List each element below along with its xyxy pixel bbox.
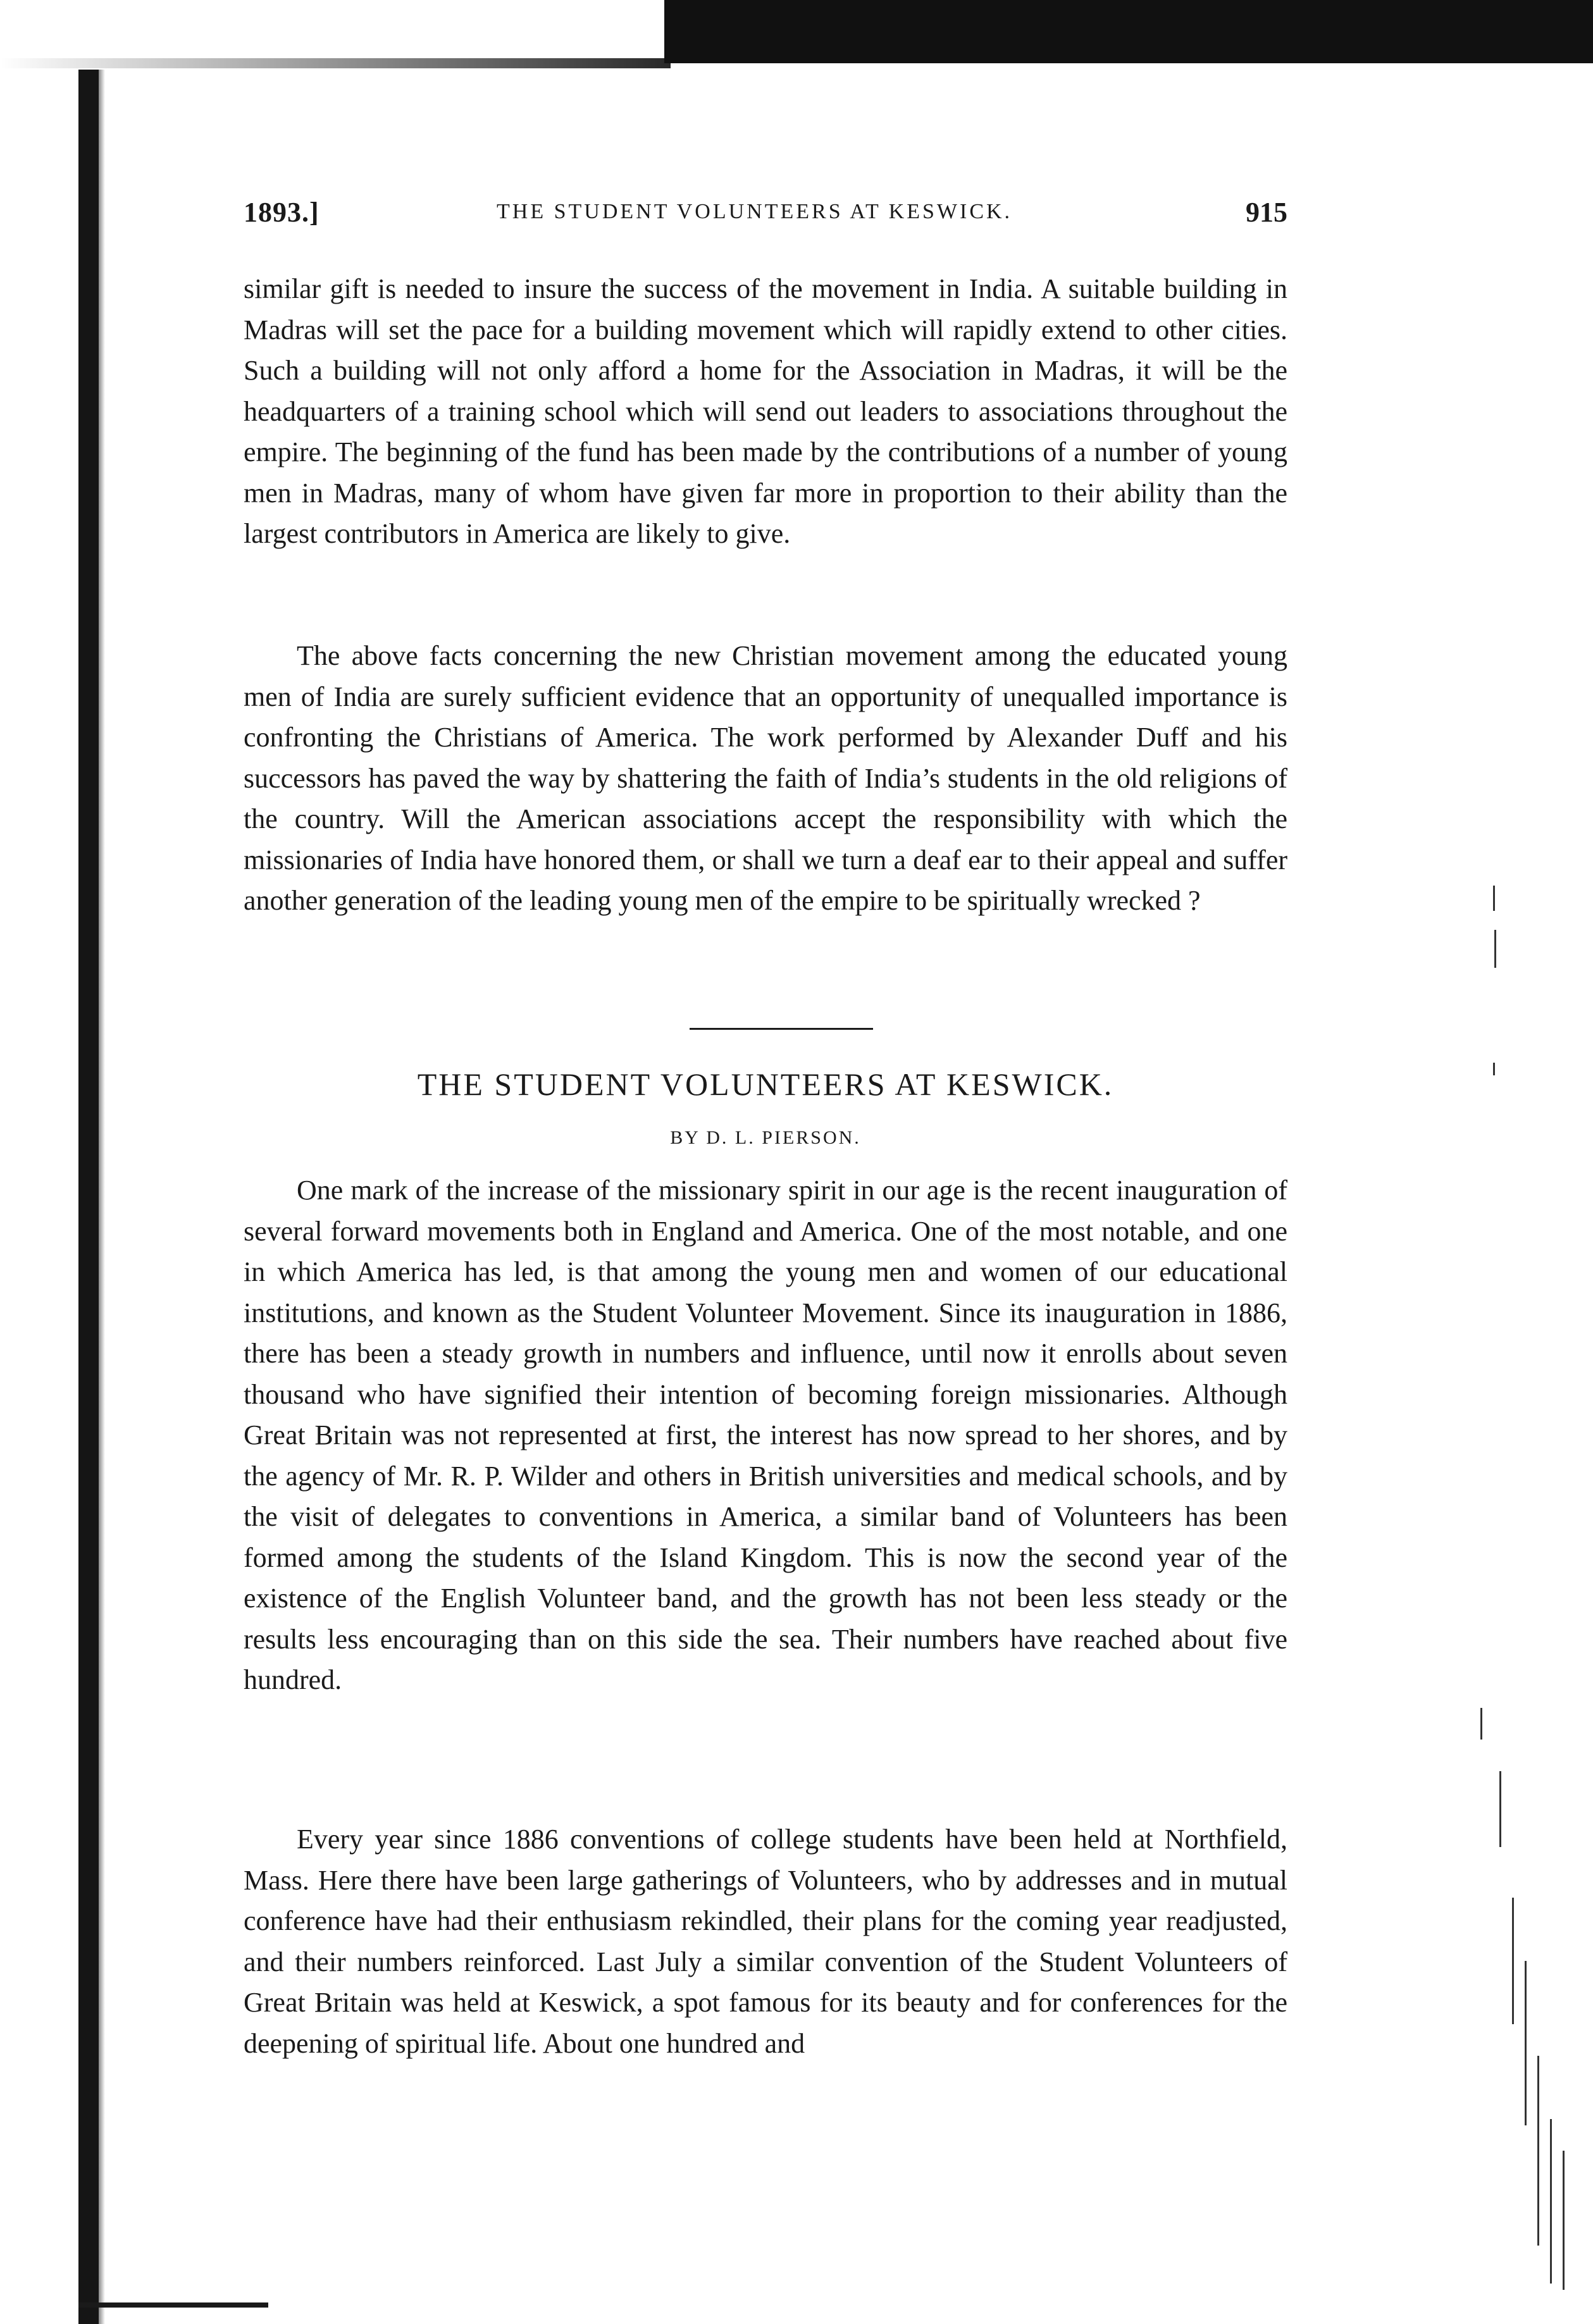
article-byline: BY D. L. PIERSON. — [670, 1127, 861, 1148]
page-number: 915 — [1246, 197, 1287, 228]
running-head-year: 1893.] — [244, 197, 319, 228]
scan-top-shadow — [664, 0, 1593, 63]
scan-right-edge-marks — [1474, 886, 1588, 2315]
scan-binding-edge — [78, 70, 99, 2324]
running-head — [244, 196, 1287, 234]
scan-bottom-edge — [78, 2302, 268, 2308]
article-paragraph: Every year since 1886 conventions of college students have been held at Northfield, Mass. Here there have been large gatherings of Volunteers, who by addresses and in mutual conference have had their enthusiasm rekindled, their plans for the coming year readjusted, and their numbers reinforced. Last July a similar convention of the Student Volunteers of Great Britain was held at Keswick, a spot famous for its beauty and for conferences for the deepening of spiritual life. About one hundred and — [244, 1824, 1287, 2059]
article-title: THE STUDENT VOLUNTEERS AT KESWICK. — [417, 1066, 1114, 1102]
article-paragraph: One mark of the increase of the missionary spirit in our age is the recent inauguration of several forward movements both in England and America. One of the most notable, and one in which America has led, is that among the young men and women of our educational institutions, and known as the Student Volunteer Movement. Since its inauguration in 1886, there has been a steady growth in numbers and influence, until now it enrolls about seven thousand who have signified their intention of becoming foreign missionaries. Although Great Britain was not represented at first, the interest has now spread to her shores, and by the agency of Mr. R. P. Wilder and others in British universities and medical schools, and by the visit of delegates to conventions in America, a similar band of Volunteers has been formed among the students of the Island Kingdom. This is now the second year of the existence of the English Volunteer band, and the growth has not been less steady or the results less encouraging than on this side the sea. Their numbers have reached about five hundred. — [244, 1175, 1287, 1695]
scan-top-taper — [0, 58, 671, 68]
scan-top-border — [0, 0, 1593, 68]
scan-binding-shadow — [99, 70, 105, 2324]
section-divider — [690, 1028, 873, 1030]
continued-paragraph: similar gift is needed to insure the success of the movement in India. A suitable building in Madras will set the pace for a building movement which will rapidly extend to other cities. Such a building will not only afford a home for the Association in Madras, it will be the headquarters of a training school which will send out leaders to associations throughout the empire. The beginning of the fund has been made by the contributions of a number of young men in Madras, many of whom have given far more in proportion to their ability than the largest contributors in America are likely to give. — [244, 273, 1287, 549]
closing-paragraph: The above facts concerning the new Christian movement among the educated young men of India are surely sufficient evidence that an opportunity of unequalled importance is confronting the Christians of America. The work performed by Alexander Duff and his successors has paved the way by shattering the faith of India’s students in the old religions of the country. Will the American associations accept the responsibility with which the missionaries of India have honored them, or shall we turn a deaf ear to their appeal and suffer another generation of the leading young men of the empire to be spiritually wrecked ? — [244, 640, 1287, 916]
running-head-title: THE STUDENT VOLUNTEERS AT KESWICK. — [497, 200, 1013, 223]
